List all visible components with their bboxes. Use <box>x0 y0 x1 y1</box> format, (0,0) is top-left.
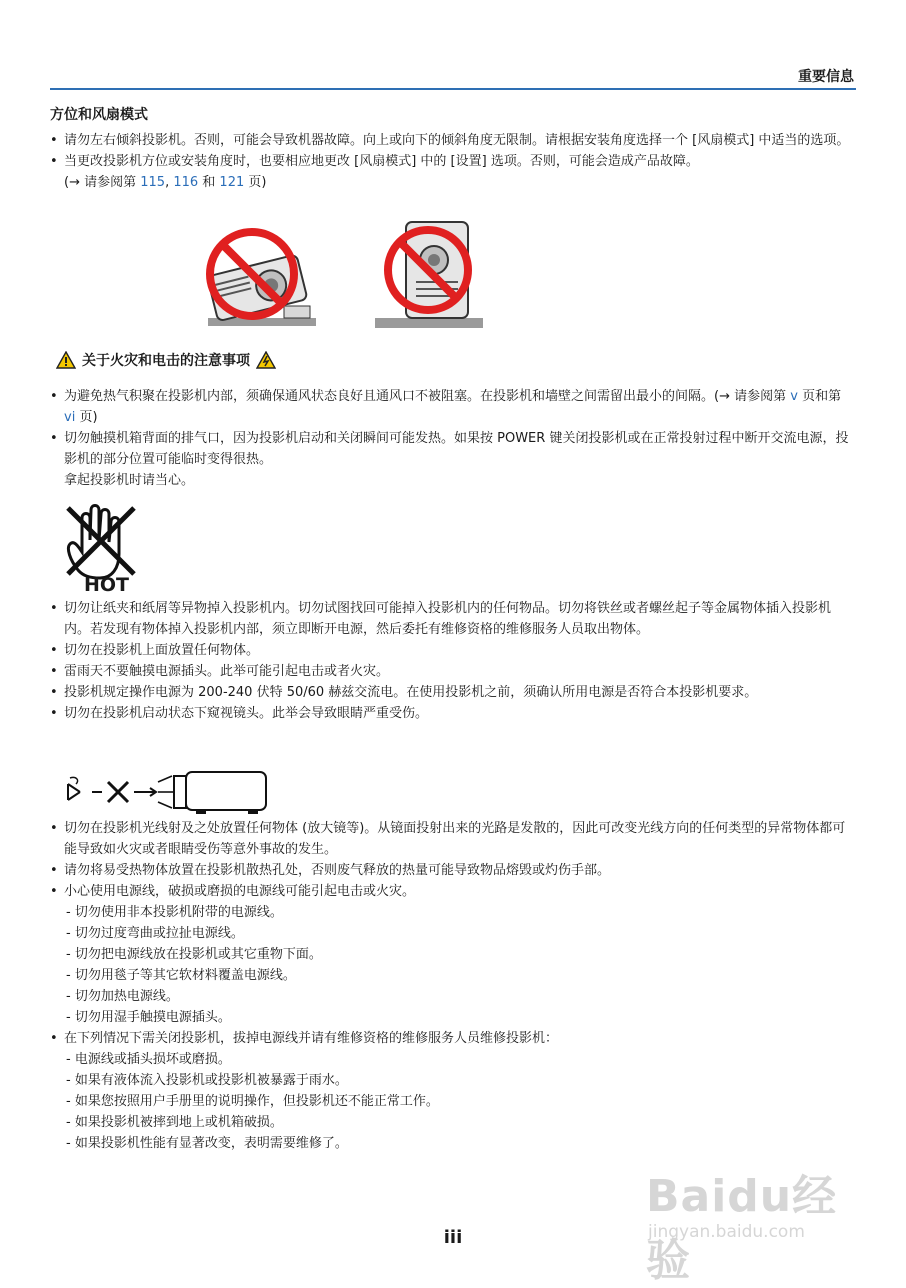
cord-sub-item: - 切勿使用非本投影机附带的电源线。 <box>66 905 283 920</box>
bullet-text: 当更改投影机方位或安装角度时，也要相应地更改 [风扇模式] 中的 [设置] 选项。否则，可能会造成产品故障。 <box>64 154 699 169</box>
service-sub-item: - 如果有液体流入投影机或投影机被暴露于雨水。 <box>66 1073 348 1088</box>
bullet-do-not-look-into-lens: • 切勿在投影机启动状态下窥视镜头。此举会导致眼睛严重受伤。 <box>50 703 856 724</box>
bullet-light-path: • 切勿在投影机光线射及之处放置任何物体 (放大镜等)。从镜面投射出来的光路是发散的，因此可改变光线方向的任何类型的异常物体都可能导致如火灾或者眼睛受伤等意外事故的发生。 <box>50 818 856 860</box>
cord-sub-item: - 切勿过度弯曲或拉扯电源线。 <box>66 926 244 941</box>
fire-shock-bullets-middle <box>50 598 856 724</box>
section-title-orientation: 方位和风扇模式 <box>50 107 148 123</box>
service-sub-item: - 如果您按照用户手册里的说明操作，但投影机还不能正常工作。 <box>66 1094 439 1109</box>
bullet-power-cord: • 小心使用电源线，破损或磨损的电源线可能引起电击或火灾。 <box>50 881 856 902</box>
ref-prefix: (→ 请参阅第 <box>64 175 141 190</box>
service-sub-item: - 电源线或插头损坏或磨损。 <box>66 1052 231 1067</box>
bullet-exhaust-hot: • 切勿触摸机箱背面的排气口，因为投影机启动和关闭瞬间可能发热。如果按 POWER 键关闭投影机或在正常投射过程中断开交流电源，投影机的部分位置可能临时变得很热。 <box>50 428 856 470</box>
warning-triangle-icon <box>56 351 76 369</box>
bullet-text: 为避免热气积聚在投影机内部，须确保通风状态良好且通风口不被阻塞。在投影机和墙壁之间需留出最小的间隔。(→ 请参阅第 <box>64 389 791 404</box>
bullet-thunderstorm: • 雷雨天不要触摸电源插头。此举可能引起电击或者火灾。 <box>50 661 856 682</box>
section-title-fire-shock <box>56 350 276 370</box>
ref-sep: , <box>165 175 174 190</box>
service-sub-item: - 如果投影机性能有显著改变，表明需要维修了。 <box>66 1136 348 1151</box>
cord-sub-item: - 切勿用毯子等其它软材料覆盖电源线。 <box>66 968 296 983</box>
cord-sub-item: - 切勿用湿手触摸电源插头。 <box>66 1010 231 1025</box>
fire-shock-bullets-bottom <box>50 818 856 1154</box>
ref-sep: 和 <box>198 175 220 190</box>
running-header <box>50 66 856 90</box>
watermark-url: jingyan.baidu.com <box>648 1222 805 1242</box>
page-link-v[interactable]: v <box>790 389 798 404</box>
page-link-121[interactable]: 121 <box>219 175 245 190</box>
header-title: 重要信息 <box>798 69 854 85</box>
cord-sub-item: - 切勿把电源线放在投影机或其它重物下面。 <box>66 947 322 962</box>
page-link-115[interactable]: 115 <box>140 175 166 190</box>
bullet-orientation-change <box>50 151 856 193</box>
page-number: iii <box>443 1227 463 1248</box>
bullet-no-objects-on-top: • 切勿在投影机上面放置任何物体。 <box>50 640 856 661</box>
upright-projector-prohibited-figure <box>372 212 487 336</box>
bullet-power-spec: • 投影机规定操作电源为 200-240 伏特 50/60 赫兹交流电。在使用投影机之前，须确认所用电源是否符合本投影机要求。 <box>50 682 856 703</box>
exhaust-note: 拿起投影机时请当心。 <box>64 473 195 488</box>
cord-sub-item: - 切勿加热电源线。 <box>66 989 179 1004</box>
ref-suffix: 页) <box>75 410 98 425</box>
section-title-text: 关于火灾和电击的注意事项 <box>82 353 250 369</box>
tilted-projector-prohibited-figure <box>200 222 320 336</box>
fire-shock-bullets-top <box>50 386 856 491</box>
bullet-tilt: • 请勿左右倾斜投影机。否则，可能会导致机器故障。向上或向下的倾斜角度无限制。请根据安装角度选择一个 [风扇模式] 中适当的选项。 <box>50 130 856 151</box>
service-sub-item: - 如果投影机被摔到地上或机箱破损。 <box>66 1115 283 1130</box>
page-link-vi[interactable]: vi <box>64 410 76 425</box>
section1-bullets <box>50 130 856 193</box>
ref-suffix: 页) <box>244 175 267 190</box>
electric-shock-warning-icon <box>256 351 276 369</box>
hot-label: HOT <box>84 574 130 596</box>
bullet-foreign-objects: • 切勿让纸夹和纸屑等异物掉入投影机内。切勿试图找回可能掉入投影机内的任何物品。切勿将铁丝或者螺丝起子等金属物体插入投影机内。若发现有物体掉入投影机内部，须立即断开电源，然后委托有维修资格的维修服务人员取出物体。 <box>50 598 856 640</box>
do-not-look-into-lens-icon <box>62 770 272 820</box>
bullet-service-conditions: • 在下列情况下需关闭投影机，拔掉电源线并请有维修资格的维修服务人员维修投影机： <box>50 1028 856 1049</box>
ref-sep: 页和第 <box>797 389 842 404</box>
bullet-heat-sensitive: • 请勿将易受热物体放置在投影机散热孔处，否则废气释放的热量可能导致物品熔毁或灼伤手部。 <box>50 860 856 881</box>
bullet-ventilation <box>50 386 856 428</box>
page-link-116[interactable]: 116 <box>173 175 199 190</box>
watermark-brand: Baidu经验 <box>646 1171 838 1286</box>
